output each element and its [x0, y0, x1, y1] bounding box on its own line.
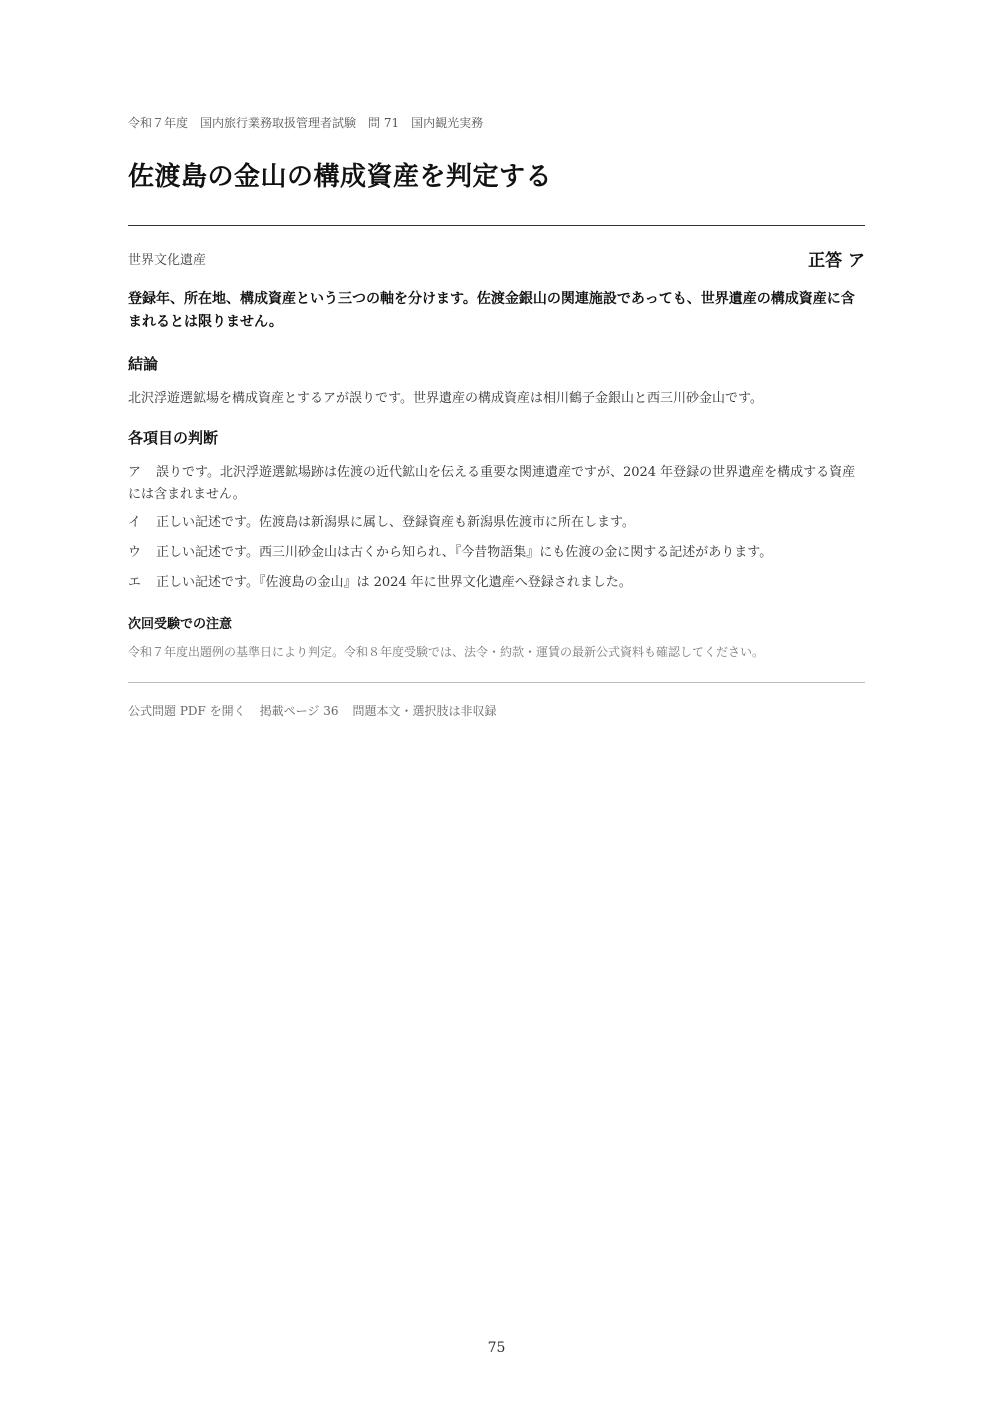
footer	[128, 702, 511, 719]
list-item	[128, 512, 865, 542]
choice-mark: エ	[128, 575, 142, 590]
note-heading: 次回受験での注意	[128, 617, 233, 632]
choice-text: 正しい記述です。佐渡島は新潟県に属し、登録資産も新潟県佐渡市に所在します。	[156, 515, 635, 530]
breadcrumb: 令和７年度 国内旅行業務取扱管理者試験 問 71 国内観光実務	[128, 116, 484, 130]
category-label: 世界文化遺産	[128, 253, 207, 268]
judgment-heading: 各項目の判断	[128, 429, 219, 447]
choice-text: 正しい記述です。西三川砂金山は古くから知られ、『今昔物語集』にも佐渡の金に関する記述があります。	[156, 545, 773, 560]
note-text: 令和７年度出題例の基準日により判定。令和８年度受験では、法令・約款・運賃の最新公式資料も確認してください。	[128, 645, 765, 659]
page-number: 75	[487, 1340, 506, 1356]
choice-mark: ウ	[128, 545, 142, 560]
lead-paragraph: 登録年、所在地、構成資産という三つの軸を分けます。佐渡金銀山の関連施設であっても、世界遺産の構成資産に含まれるとは限りません。	[128, 291, 855, 330]
conclusion-text: 北沢浮遊選鉱場を構成資産とするアが誤りです。世界遺産の構成資産は相川鶴子金銀山と西三川砂金山です。	[128, 391, 763, 406]
list-item	[128, 462, 865, 512]
list-item	[128, 542, 865, 572]
choice-text: 誤りです。北沢浮遊選鉱場跡は佐渡の近代鉱山を伝える重要な関連遺産ですが、2024 年登録の世界遺産を構成する資産には含まれません。	[128, 465, 856, 502]
correct-answer: 正答 ア	[808, 251, 865, 271]
page-reference: 掲載ページ 36	[259, 704, 339, 718]
page-title: 佐渡島の金山の構成資産を判定する	[128, 162, 553, 192]
list-item	[128, 572, 865, 602]
choice-mark: イ	[128, 515, 142, 530]
title-divider	[128, 225, 865, 226]
choice-text: 正しい記述です。『佐渡島の金山』は 2024 年に世界文化遺産へ登録されました。	[156, 575, 632, 590]
judgment-list	[128, 462, 865, 602]
disclaimer-text: 問題本文・選択肢は非収録	[352, 704, 497, 718]
open-pdf-link[interactable]: 公式問題 PDF を開く	[128, 704, 246, 718]
choice-mark: ア	[128, 465, 142, 480]
conclusion-heading: 結論	[128, 355, 159, 373]
footer-divider	[128, 682, 865, 683]
